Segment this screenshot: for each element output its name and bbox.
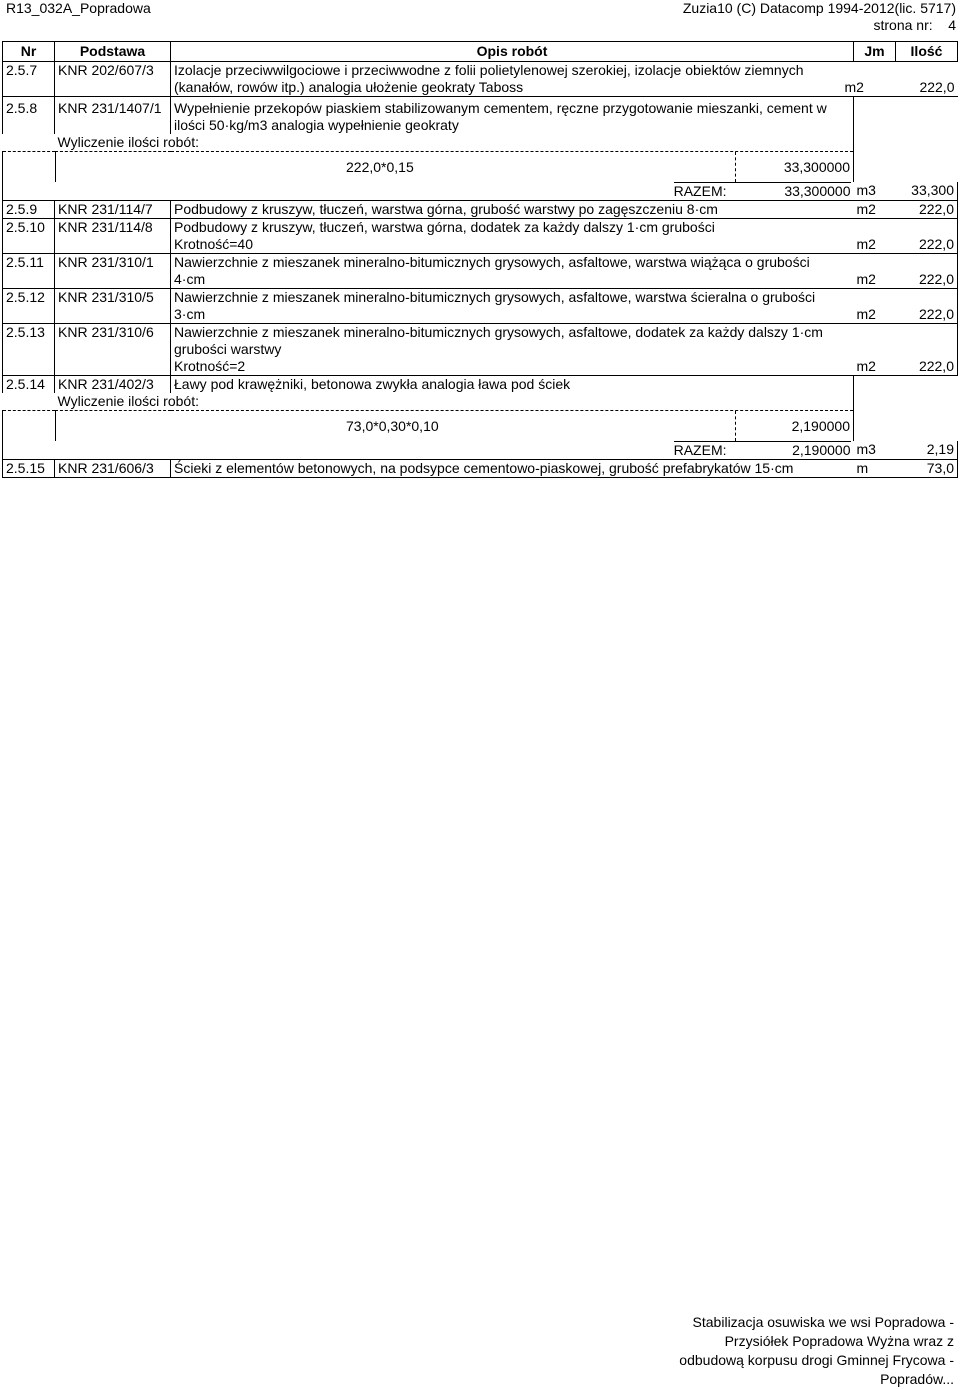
row-nr: 2.5.13 <box>3 324 55 376</box>
row-ilosc: 222,0 <box>896 324 958 376</box>
footer-line: odbudową korpusu drogi Gminnej Frycowa - <box>679 1352 954 1368</box>
row-ilosc: 222,0 <box>896 219 958 254</box>
calc-expression: 222,0*0,15 <box>346 159 414 175</box>
opis-line: (kanałów, rowów itp.) analogia ułożenie geokraty Taboss <box>174 79 524 95</box>
page-number: 4 <box>948 17 956 33</box>
razem-row <box>3 441 958 460</box>
row-podstawa: KNR 231/1407/1 <box>55 97 171 135</box>
row-podstawa: KNR 202/607/3 <box>55 62 171 97</box>
row-nr: 2.5.12 <box>3 289 55 324</box>
row-podstawa: KNR 231/114/8 <box>55 219 171 254</box>
opis-line: Izolacje przeciwwilgociowe i przeciwwodne z folii polietylenowej szerokiej, izolacje obiektów ziemnych <box>174 62 804 78</box>
footer-line: Popradów... <box>880 1371 954 1387</box>
row-jm: m2 <box>854 324 896 376</box>
calc-label-row <box>3 134 958 152</box>
opis-line: Nawierzchnie z mieszanek mineralno-bitumicznych grysowych, asfaltowe, warstwa ścieralna o grubości <box>174 289 816 305</box>
row-opis: Podbudowy z kruszyw, tłuczeń, warstwa górna, grubość warstwy po zagęszczeniu 8·cm <box>171 201 854 219</box>
calc-expression: 73,0*0,30*0,10 <box>346 418 439 434</box>
col-header-opis: Opis robót <box>171 42 854 62</box>
table-row <box>3 97 958 135</box>
row-nr: 2.5.7 <box>3 62 55 97</box>
row-opis: Ścieki z elementów betonowych, na podsypce cementowo-piaskowej, grubość prefabrykatów 15·cm <box>171 460 854 478</box>
row-opis <box>171 254 854 289</box>
razem-label: RAZEM: <box>674 441 749 459</box>
table-row <box>3 289 958 324</box>
page-number-line <box>874 17 957 34</box>
row-nr: 2.5.14 <box>3 376 55 394</box>
row-nr: 2.5.10 <box>3 219 55 254</box>
table-row <box>3 254 958 289</box>
row-podstawa: KNR 231/310/1 <box>55 254 171 289</box>
row-jm: m2 <box>844 79 864 95</box>
calc-value: 33,300000 <box>783 159 850 175</box>
row-opis <box>171 62 958 97</box>
row-jm: m <box>854 460 896 478</box>
table-header-row <box>3 42 958 62</box>
opis-line: Wypełnienie przekopów piaskiem stabilizowanym cementem, ręczne przygotowanie mieszanki, cement w <box>174 100 827 116</box>
opis-line: Podbudowy z kruszyw, tłuczeń, warstwa górna, dodatek za każdy dalszy 1·cm grubości <box>174 219 715 235</box>
row-opis <box>171 324 854 376</box>
row-nr: 2.5.8 <box>3 97 55 135</box>
row-jm: m2 <box>854 201 896 219</box>
footer-line: Stabilizacja osuwiska we wsi Popradowa - <box>692 1314 954 1330</box>
table-row <box>3 201 958 219</box>
table-row <box>3 324 958 376</box>
row-podstawa: KNR 231/114/7 <box>55 201 171 219</box>
estimate-table <box>2 41 958 478</box>
row-nr: 2.5.11 <box>3 254 55 289</box>
software-info: Zuzia10 (C) Datacomp 1994-2012(lic. 5717) <box>682 0 956 16</box>
row-ilosc: 73,0 <box>896 460 958 478</box>
row-jm: m2 <box>854 289 896 324</box>
calc-row <box>3 411 958 442</box>
row-ilosc: 33,300 <box>896 182 958 201</box>
row-podstawa: KNR 231/606/3 <box>55 460 171 478</box>
row-opis <box>171 219 854 254</box>
opis-line: ilości 50·kg/m3 analogia wypełnienie geokraty <box>174 117 459 133</box>
calc-row <box>3 152 958 183</box>
row-ilosc: 222,0 <box>919 79 955 95</box>
row-podstawa: KNR 231/310/6 <box>55 324 171 376</box>
opis-line: grubości warstwy <box>174 341 282 357</box>
table-row <box>3 376 958 394</box>
opis-line: 4·cm <box>174 271 206 287</box>
opis-line: Krotność=2 <box>174 358 246 374</box>
opis-line: Nawierzchnie z mieszanek mineralno-bitumicznych grysowych, asfaltowe, warstwa wiążąca o grubości <box>174 254 810 270</box>
opis-line: Nawierzchnie z mieszanek mineralno-bitumicznych grysowych, asfaltowe, dodatek za każdy dalszy 1·cm <box>174 324 823 340</box>
row-opis <box>171 289 854 324</box>
calc-label: Wyliczenie ilości robót: <box>3 134 854 152</box>
col-header-podstawa: Podstawa <box>55 42 171 62</box>
col-header-nr: Nr <box>3 42 55 62</box>
page-label: strona nr: <box>873 17 933 33</box>
razem-row <box>3 182 958 201</box>
razem-value: 33,300000 <box>749 182 851 200</box>
row-jm: m3 <box>854 182 896 201</box>
footer-line: Przysiółek Popradowa Wyżna wraz z <box>724 1333 954 1349</box>
table-row <box>3 219 958 254</box>
opis-line: Krotność=40 <box>174 236 253 252</box>
row-ilosc: 222,0 <box>896 289 958 324</box>
table-row <box>3 460 958 478</box>
row-nr: 2.5.9 <box>3 201 55 219</box>
col-header-ilosc: Ilość <box>896 42 958 62</box>
row-jm: m3 <box>854 441 896 460</box>
row-opis: Ławy pod krawężniki, betonowa zwykła analogia ława pod ściek <box>171 376 854 394</box>
row-ilosc: 222,0 <box>896 201 958 219</box>
razem-value: 2,190000 <box>749 441 851 459</box>
row-podstawa: KNR 231/402/3 <box>55 376 171 394</box>
row-ilosc: 222,0 <box>896 254 958 289</box>
razem-label: RAZEM: <box>674 182 749 200</box>
opis-line: 3·cm <box>174 306 206 322</box>
calc-label-row <box>3 393 958 411</box>
project-footer <box>679 1313 954 1389</box>
col-header-jm: Jm <box>854 42 896 62</box>
calc-value: 2,190000 <box>791 418 850 434</box>
file-name: R13_032A_Popradowa <box>6 0 151 16</box>
row-podstawa: KNR 231/310/5 <box>55 289 171 324</box>
row-opis <box>171 97 854 135</box>
calc-label: Wyliczenie ilości robót: <box>3 393 854 411</box>
row-jm: m2 <box>854 219 896 254</box>
row-ilosc: 2,19 <box>896 441 958 460</box>
row-jm: m2 <box>854 254 896 289</box>
row-nr: 2.5.15 <box>3 460 55 478</box>
table-row <box>3 62 958 97</box>
